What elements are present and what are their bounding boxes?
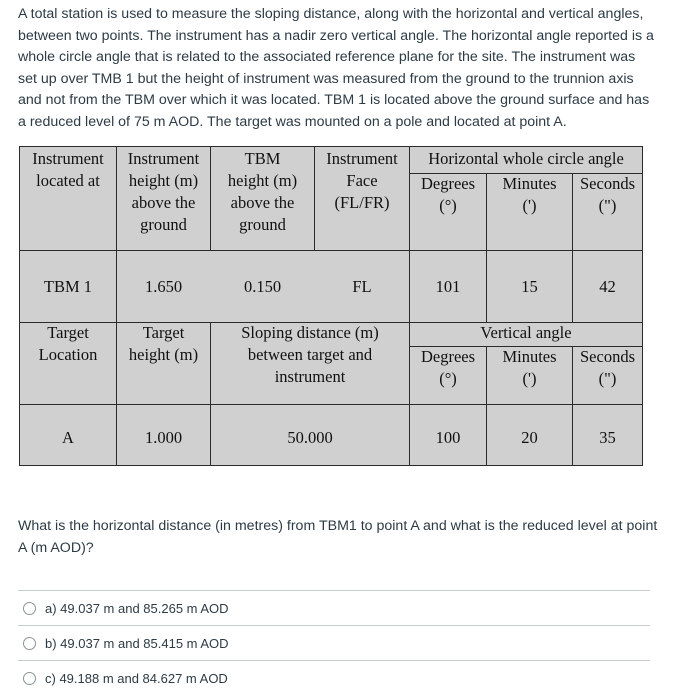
header-instrument-located: Instrument located at	[32, 149, 104, 190]
row1-seconds: 42	[599, 277, 616, 296]
row2-minutes: 20	[521, 428, 538, 447]
row1-instrument-height: 1.650	[144, 277, 183, 296]
row-separator	[19, 250, 643, 251]
header-h-degrees: Degrees (°)	[420, 174, 476, 215]
table-border-top	[19, 146, 643, 147]
row1-tbm-height: 0.150	[243, 277, 282, 296]
header-v-seconds: Seconds (")	[580, 347, 635, 388]
row2-seconds: 35	[599, 428, 616, 447]
option-b[interactable]	[18, 625, 650, 660]
row-separator	[19, 404, 643, 405]
option-label: b) 49.037 m and 85.415 m AOD	[45, 635, 229, 651]
header-tbm-height: TBM height (m) above the ground	[227, 149, 298, 234]
row1-location: TBM 1	[43, 277, 93, 296]
row2-sloping-distance: 50.000	[287, 428, 333, 447]
radio-button-icon[interactable]	[23, 672, 36, 685]
row1-minutes: 15	[521, 277, 538, 296]
header-vertical-angle: Vertical angle	[480, 323, 572, 342]
header-target-height: Target height (m)	[128, 323, 199, 364]
row2-target-height: 1.000	[144, 428, 183, 447]
option-label: c) 49.188 m and 84.627 m AOD	[45, 670, 228, 686]
header-h-seconds: Seconds (")	[580, 174, 635, 215]
radio-button-icon[interactable]	[23, 602, 36, 615]
row1-degrees: 101	[435, 277, 461, 296]
option-c[interactable]	[18, 660, 650, 695]
question-text: What is the horizontal distance (in metres) from TBM1 to point A and what is the reduced level at point A (m AOD)?	[18, 518, 658, 556]
header-instrument-face: Instrument Face (FL/FR)	[326, 149, 398, 212]
table-border-right	[642, 146, 643, 466]
table-border-left	[19, 146, 20, 466]
option-label: a) 49.037 m and 85.265 m AOD	[45, 600, 229, 616]
answer-options	[18, 590, 650, 695]
header-h-minutes: Minutes (')	[502, 174, 557, 215]
radio-button-icon[interactable]	[23, 637, 36, 650]
header-sloping-distance: Sloping distance (m) between target and instrument	[241, 323, 379, 386]
header-v-minutes: Minutes (')	[502, 347, 557, 388]
row2-location: A	[62, 428, 74, 447]
header-horizontal-angle: Horizontal whole circle angle	[428, 149, 624, 168]
row2-degrees: 100	[435, 428, 461, 447]
header-v-degrees: Degrees (°)	[420, 347, 476, 388]
survey-data-table	[19, 146, 643, 466]
intro-paragraph: A total station is used to measure the sloping distance, along with the horizontal and vertical angles, between two points. The instrument has a nadir zero vertical angle. The horizontal angle reported is a whole circle angle that is related to the associated reference plane for the site. The instrument was set up over TMB 1 but the height of instrument was measured from the ground to the trunnion axis and not from the TBM over which it was located. TBM 1 is located above the ground surface and has a reduced level of 75 m AOD. The target was mounted on a pole and located at point A.	[18, 6, 654, 130]
row1-face: FL	[352, 277, 372, 296]
header-target-location: Target Location	[38, 323, 98, 364]
table-border-bottom	[19, 465, 643, 466]
header-instrument-height: Instrument height (m) above the ground	[127, 149, 200, 234]
option-a[interactable]	[18, 590, 650, 625]
